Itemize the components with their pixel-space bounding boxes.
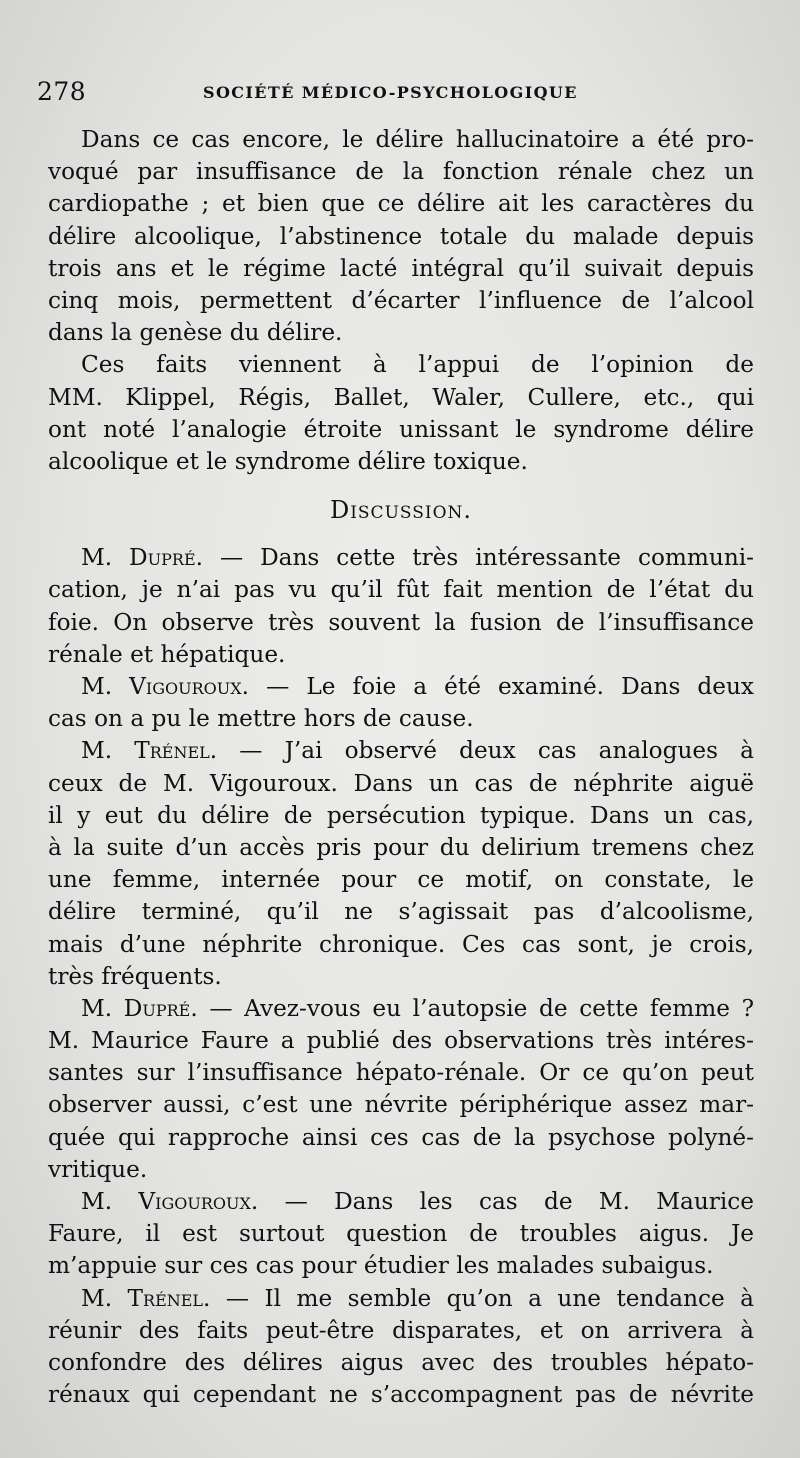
text-line: Faure, il est surtout question de troubles aigus. Je bbox=[48, 1220, 754, 1248]
text-line: vritique. bbox=[48, 1155, 148, 1183]
dialogue-line bbox=[48, 671, 754, 703]
text-line: rénaux qui cependant ne s’accompagnent pas de névrite bbox=[48, 1381, 754, 1409]
text-line: confondre des délires aigus avec des troubles hépato- bbox=[48, 1348, 754, 1376]
text-line: il y eut du délire de persécution typique. Dans un cas, bbox=[48, 801, 754, 829]
text-line: réunir des faits peut-être disparates, et on arrivera à bbox=[48, 1316, 754, 1344]
speech-text: — Dans cette très intéressante communi- bbox=[203, 544, 754, 572]
section-title: Discussion. bbox=[329, 496, 473, 525]
speaker-name: M. Vigouroux. bbox=[81, 1188, 259, 1215]
page-header bbox=[37, 74, 757, 114]
running-head: SOCIÉTÉ MÉDICO-PSYCHOLOGIQUE bbox=[203, 83, 578, 102]
text-line: une femme, internée pour ce motif, on constate, le bbox=[48, 866, 754, 894]
text-line: à la suite d’un accès pris pour du delirium tremens chez bbox=[48, 833, 754, 861]
text-line: trois ans et le régime lacté intégral qu’il suivait depuis bbox=[48, 254, 754, 282]
text-line: cation, je n’ai pas vu qu’il fût fait mention de l’état du bbox=[48, 576, 754, 604]
spacer bbox=[48, 526, 754, 542]
text-line: santes sur l’insuffisance hépato-rénale. Or ce qu’on peut bbox=[48, 1059, 754, 1087]
text-line: m’appuie sur ces cas pour étudier les malades subaigus. bbox=[48, 1252, 714, 1280]
text-line: voqué par insuffisance de la fonction rénale chez un bbox=[48, 158, 754, 186]
text-line: cardiopathe ; et bien que ce délire ait les caractères du bbox=[48, 190, 754, 218]
speaker-name: M. Vigouroux. bbox=[81, 673, 250, 700]
text-line: très fréquents. bbox=[48, 962, 222, 990]
speaker-name: M. Dupré. bbox=[81, 544, 203, 572]
page-number: 278 bbox=[37, 77, 87, 106]
text-line: dans la genèse du délire. bbox=[48, 319, 343, 347]
text-line: M. Maurice Faure a publié des observations très intéres- bbox=[48, 1027, 754, 1055]
speech-text: — J’ai observé deux cas analogues à bbox=[217, 737, 754, 765]
dialogue-line bbox=[48, 542, 754, 574]
text-line: rénale et hépatique. bbox=[48, 640, 286, 668]
text-line: délire alcoolique, l’abstinence totale du malade depuis bbox=[48, 222, 754, 250]
dialogue-line bbox=[48, 735, 754, 767]
text-line: alcoolique et le syndrome délire toxique. bbox=[48, 447, 528, 475]
text-line: délire terminé, qu’il ne s’agissait pas d’alcoolisme, bbox=[48, 898, 754, 926]
speaker-name: M. Trénel. bbox=[81, 1284, 211, 1312]
text-line: foie. On observe très souvent la fusion de l’insuffisance bbox=[48, 608, 754, 636]
text-line: Dans ce cas encore, le délire hallucinatoire a été pro- bbox=[81, 126, 754, 153]
text-line: MM. Klippel, Régis, Ballet, Waler, Cullere, etc., qui bbox=[48, 383, 754, 411]
text-line: cinq mois, permettent d’écarter l’influence de l’alcool bbox=[48, 286, 754, 314]
speech-text: — Il me semble qu’on a une tendance à bbox=[210, 1284, 754, 1312]
text-line: mais d’une néphrite chronique. Ces cas sont, je crois, bbox=[48, 930, 754, 958]
dialogue-line bbox=[48, 993, 754, 1025]
speaker-name: M. Trénel. bbox=[81, 737, 218, 765]
body-text bbox=[48, 124, 754, 1411]
speech-text: — Le foie a été examiné. Dans deux bbox=[249, 673, 755, 700]
speech-text: — Dans les cas de M. Maurice bbox=[258, 1188, 754, 1215]
speaker-name: M. Dupré. bbox=[81, 994, 198, 1022]
text-line: ceux de M. Vigouroux. Dans un cas de néphrite aiguë bbox=[48, 769, 754, 797]
dialogue-line bbox=[48, 1186, 754, 1218]
text-line: cas on a pu le mettre hors de cause. bbox=[48, 705, 474, 733]
dialogue-line bbox=[48, 1283, 754, 1315]
text-line: quée qui rapproche ainsi ces cas de la psychose polyné- bbox=[48, 1123, 754, 1151]
spacer bbox=[48, 478, 754, 494]
text-line: ont noté l’analogie étroite unissant le syndrome délire bbox=[48, 415, 754, 443]
text-line: observer aussi, c’est une névrite périphérique assez mar- bbox=[48, 1091, 754, 1119]
text-line: Ces faits viennent à l’appui de l’opinion de bbox=[81, 351, 754, 379]
speech-text: — Avez-vous eu l’autopsie de cette femme ? bbox=[197, 994, 755, 1022]
